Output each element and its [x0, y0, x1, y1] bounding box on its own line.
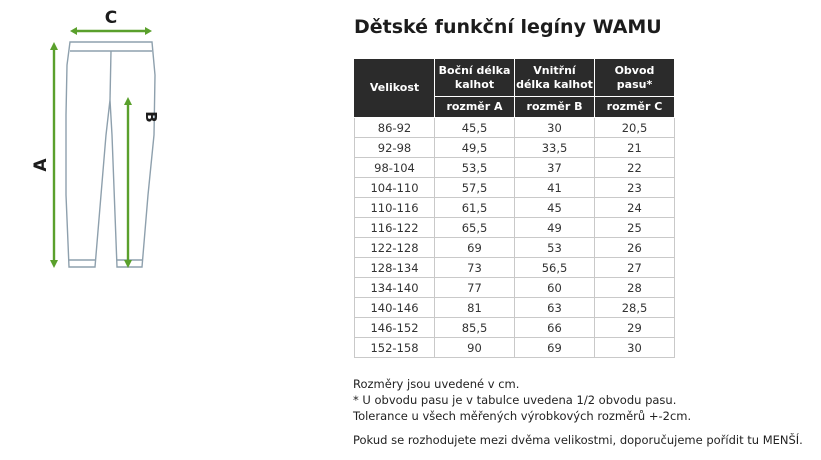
cell-measure-c: 22 [595, 158, 675, 178]
cell-size: 122-128 [355, 238, 435, 258]
cell-size: 98-104 [355, 158, 435, 178]
cell-measure-a: 57,5 [435, 178, 515, 198]
note-units: Rozměry jsou uvedené v cm. [353, 377, 520, 391]
cell-size: 110-116 [355, 198, 435, 218]
table-header-row [355, 59, 675, 97]
cell-size: 140-146 [355, 298, 435, 318]
cell-measure-c: 20,5 [595, 118, 675, 138]
cell-size: 92-98 [355, 138, 435, 158]
cell-size: 134-140 [355, 278, 435, 298]
cell-measure-a: 81 [435, 298, 515, 318]
cell-measure-b: 53 [515, 238, 595, 258]
cell-measure-a: 61,5 [435, 198, 515, 218]
cell-size: 152-158 [355, 338, 435, 358]
label-b: B [142, 111, 160, 123]
cell-measure-c: 24 [595, 198, 675, 218]
size-notes [353, 376, 691, 424]
cell-measure-c: 26 [595, 238, 675, 258]
note-tolerance: Tolerance u všech měřených výrobkových rozměrů +-2cm. [353, 409, 692, 423]
note-waist: * U obvodu pasu je v tabulce uvedena 1/2 obvodu pasu. [353, 393, 677, 407]
cell-measure-a: 85,5 [435, 318, 515, 338]
label-c: C [104, 8, 118, 28]
cell-measure-c: 23 [595, 178, 675, 198]
cell-measure-b: 60 [515, 278, 595, 298]
header-side-length: Boční délka kalhot [435, 59, 515, 97]
table-row [355, 258, 675, 278]
table-row [355, 138, 675, 158]
cell-measure-a: 65,5 [435, 218, 515, 238]
table-row [355, 158, 675, 178]
measure-c-arrow [70, 27, 152, 35]
table-row [355, 218, 675, 238]
header-size: Velikost [355, 59, 435, 118]
size-advice: Pokud se rozhodujete mezi dvěma velikostmi, doporučujeme pořídit tu MENŠÍ. [353, 433, 803, 447]
cell-measure-b: 56,5 [515, 258, 595, 278]
cell-measure-a: 69 [435, 238, 515, 258]
cell-measure-a: 73 [435, 258, 515, 278]
table-row [355, 318, 675, 338]
cell-measure-b: 30 [515, 118, 595, 138]
cell-measure-c: 28,5 [595, 298, 675, 318]
cell-measure-b: 45 [515, 198, 595, 218]
leggings-outline [66, 42, 155, 267]
table-row [355, 198, 675, 218]
cell-size: 128-134 [355, 258, 435, 278]
cell-measure-c: 21 [595, 138, 675, 158]
table-row [355, 178, 675, 198]
label-a: A [31, 158, 51, 172]
header-inner-length: Vnitřní délka kalhot [515, 59, 595, 97]
cell-measure-b: 41 [515, 178, 595, 198]
subheader-measure-b: rozměr B [515, 97, 595, 118]
subheader-measure-c: rozměr C [595, 97, 675, 118]
table-row [355, 338, 675, 358]
cell-size: 104-110 [355, 178, 435, 198]
cell-measure-b: 69 [515, 338, 595, 358]
header-waist: Obvod pasu* [595, 59, 675, 97]
cell-measure-b: 49 [515, 218, 595, 238]
page-title: Dětské funkční legíny WAMU [354, 16, 662, 38]
cell-measure-a: 49,5 [435, 138, 515, 158]
cell-measure-c: 27 [595, 258, 675, 278]
measure-a-arrow [50, 42, 58, 268]
cell-measure-a: 90 [435, 338, 515, 358]
cell-measure-c: 28 [595, 278, 675, 298]
table-row [355, 238, 675, 258]
size-table [354, 58, 675, 358]
subheader-measure-a: rozměr A [435, 97, 515, 118]
cell-measure-c: 29 [595, 318, 675, 338]
cell-measure-b: 33,5 [515, 138, 595, 158]
cell-measure-c: 30 [595, 338, 675, 358]
cell-measure-b: 37 [515, 158, 595, 178]
table-row [355, 118, 675, 138]
cell-size: 116-122 [355, 218, 435, 238]
cell-measure-c: 25 [595, 218, 675, 238]
cell-measure-a: 53,5 [435, 158, 515, 178]
table-row [355, 298, 675, 318]
table-row [355, 278, 675, 298]
cell-measure-a: 77 [435, 278, 515, 298]
cell-size: 86-92 [355, 118, 435, 138]
cell-size: 146-152 [355, 318, 435, 338]
cell-measure-b: 66 [515, 318, 595, 338]
cell-measure-b: 63 [515, 298, 595, 318]
cell-measure-a: 45,5 [435, 118, 515, 138]
leggings-measurement-diagram [20, 5, 180, 275]
